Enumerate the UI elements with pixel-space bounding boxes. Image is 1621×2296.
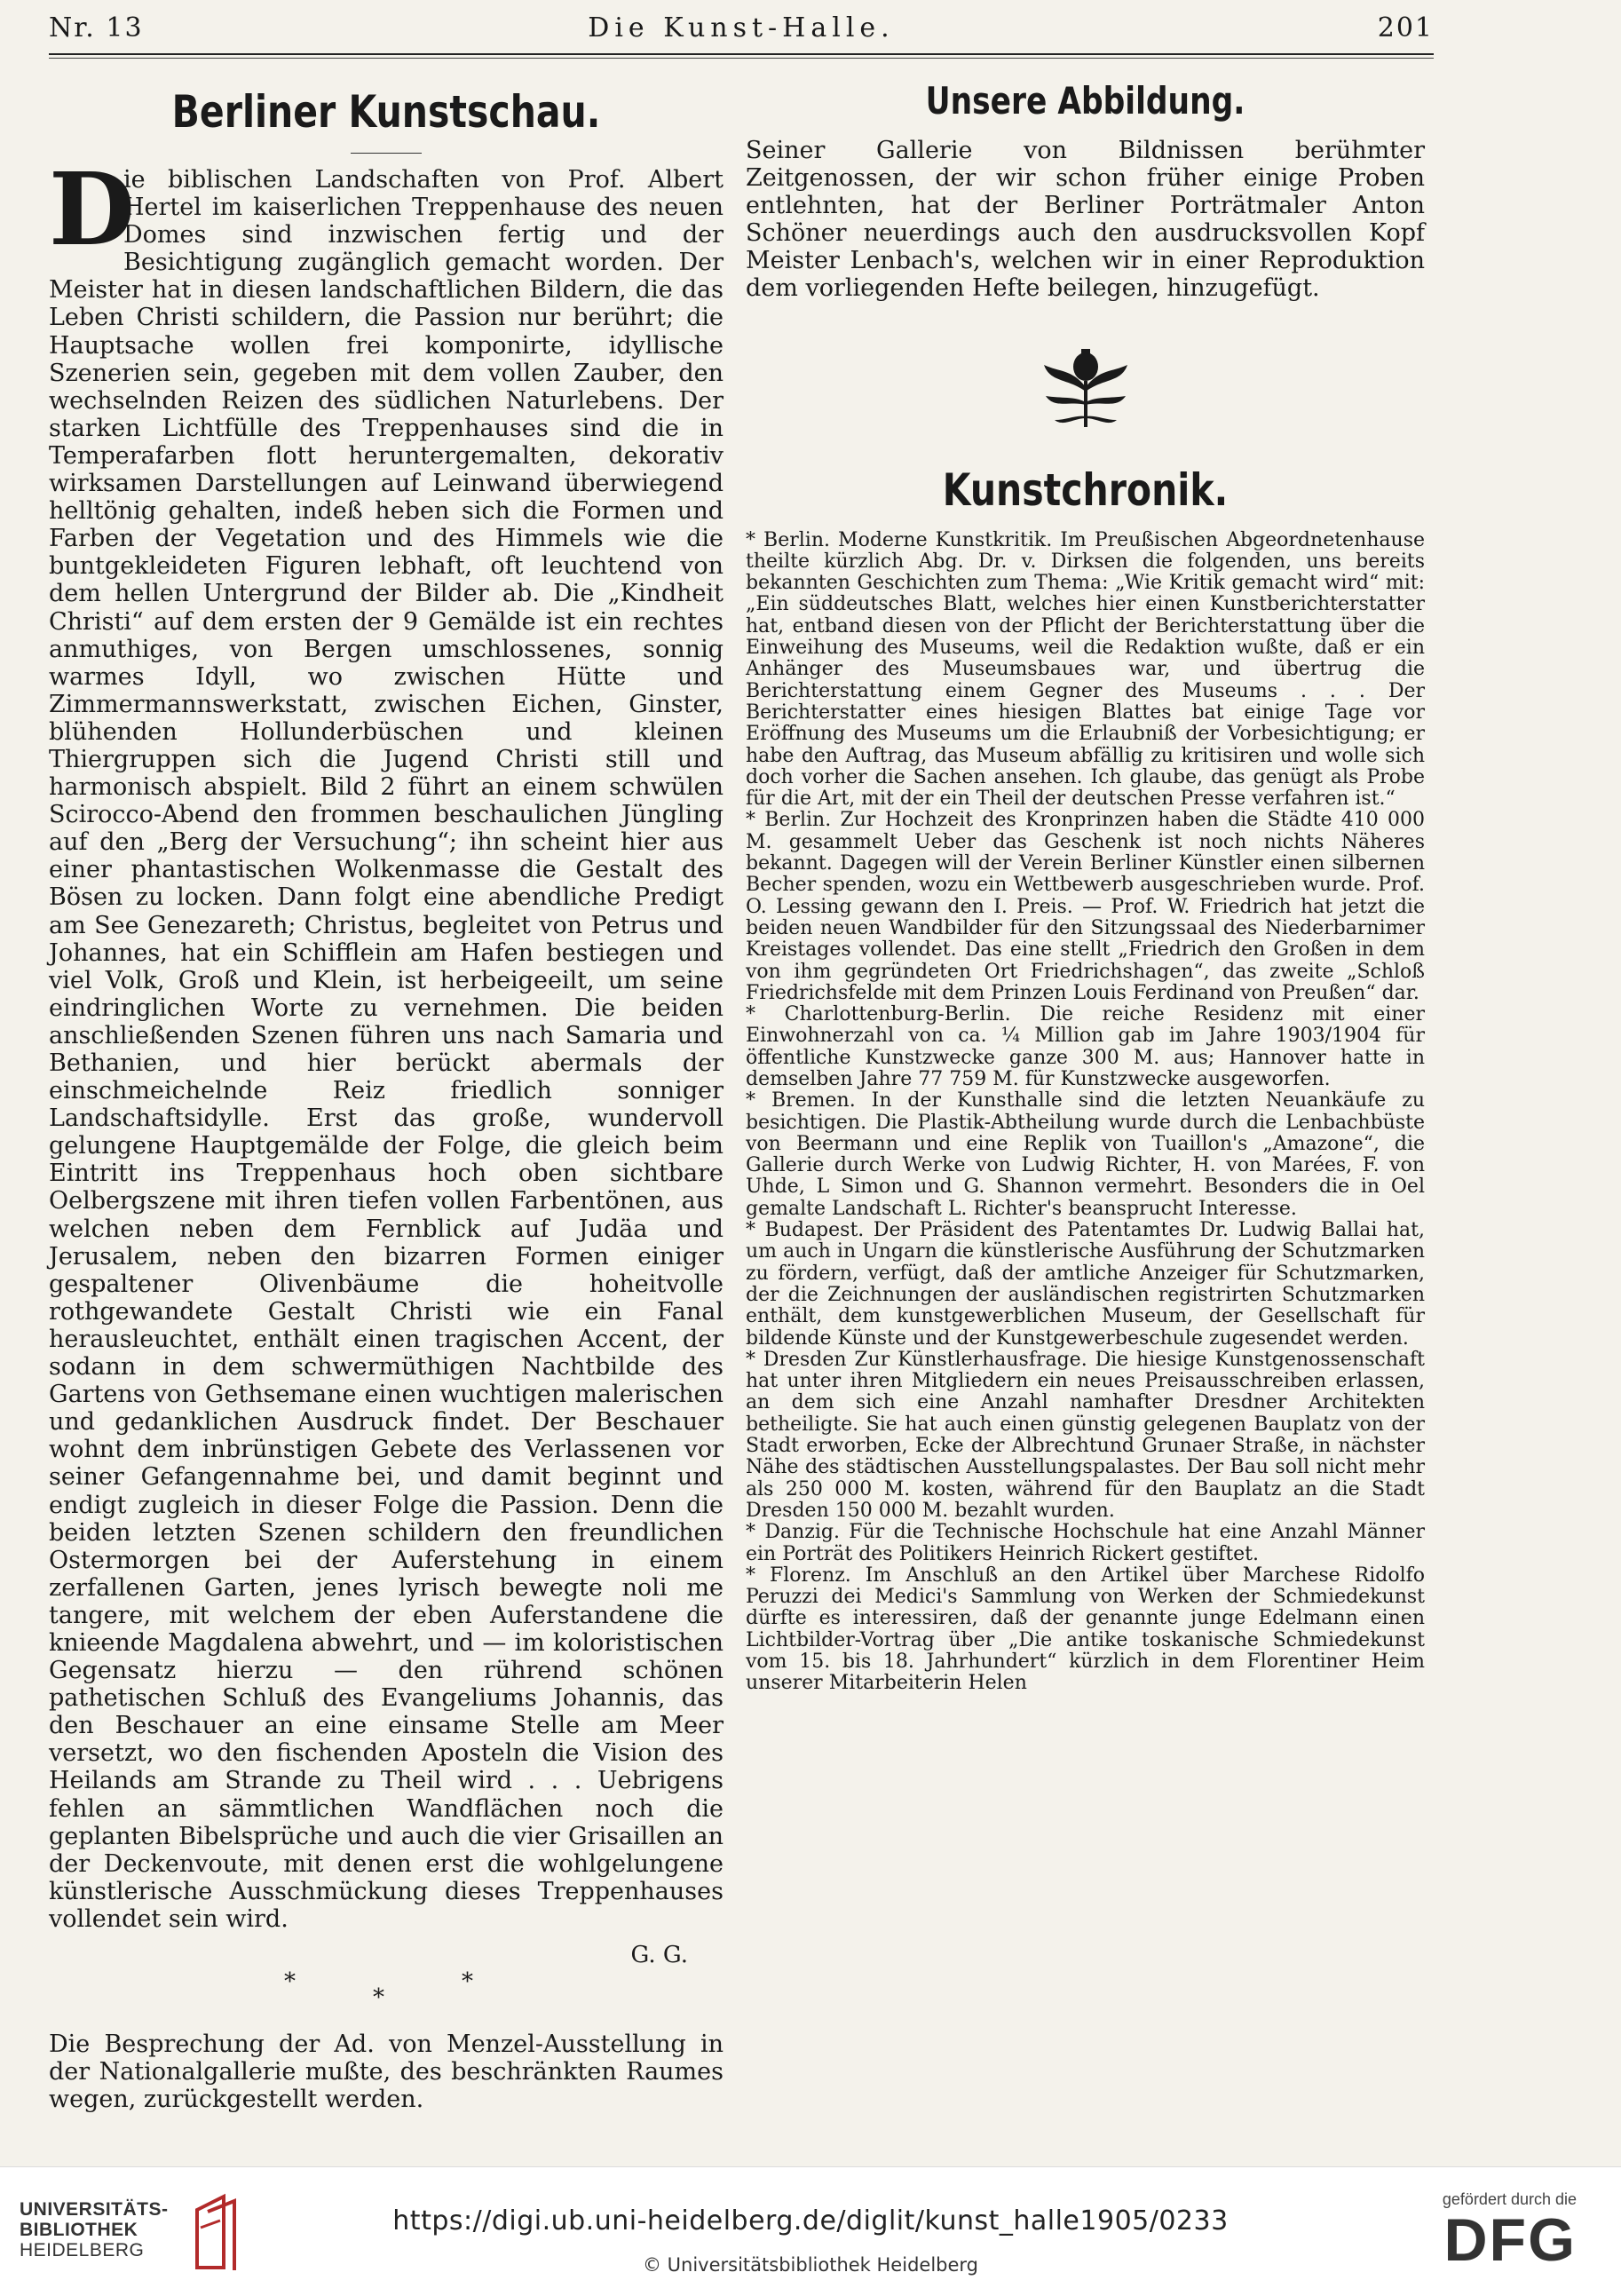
right-column	[746, 69, 1425, 1695]
article-body	[49, 152, 724, 1933]
asterisk: *	[462, 1968, 473, 1995]
chronicle-entry: * Berlin. Moderne Kunstkritik. Im Preußischen Abgeordnetenhause theilte kürzlich Abg. Dr. v. Dirksen die folgenden, uns bereits bekannten Geschichten zum Thema: „Wie Kritik gemacht wird“ mit: „Ein süddeutsches Blatt, welches hier einen Kunstberichterstatter hat, entband diesen von der Pflicht der Berichterstattung über die Einweihung des Museums, weil die Redaktion wußte, daß er ein Anhänger des Museumsbaues war, und übertrug die Berichterstattung einem Gegner des Museums . . . Der Berichterstatter eines hiesigen Blattes bat einige Tage vor Eröffnung des Museums um die Erlaubniß der Vorbesichtigung; er habe den Auftrag, das Museum abfällig zu kritisiren und wolle sich doch vorher die Sachen ansehen. Ich glaube, das genügt als Probe für die Art, mit der ein Theil der deutschen Presse verfahren ist.“	[746, 528, 1425, 811]
section-divider	[49, 1968, 724, 2022]
chronicle-body	[746, 530, 1425, 1695]
left-column	[49, 69, 724, 2113]
article-title: Berliner Kunstschau.	[171, 86, 601, 138]
chronicle-entry: * Bremen. In der Kunsthalle sind die letzten Neuankäufe zu besichtigen. Die Plastik-Abtheilung wurde durch die Lenbachbüste von Beermann und eine Replik von Tuaillon's „Amazone“, die Gallerie durch Werke von Ludwig Richter, H. von Marées, F. von Uhde, L Simon und G. Shannon vermehrt. Besonders die in Oel gemalte Landschaft L. Richter's beansprucht Interesse.	[746, 1089, 1425, 1220]
header-rule-thin	[49, 58, 1434, 59]
journal-title: Die Kunst-Halle.	[588, 12, 895, 44]
dfg-wordmark: DFG	[1443, 2206, 1577, 2274]
header-rule	[49, 53, 1434, 55]
article-text: ie biblischen Landschaften von Prof. Albert Hertel im kaiserlichen Treppenhause des neuen Domes sind inzwischen fertig und der Besichtigung zugänglich gemacht worden. Der Meister hat in diesen landschaftlichen Bildern, die das Leben Christi schildern, die Passion nur berührt; die Hauptsache wollen frei komponirte, idyllische Szenerien sein, gegeben mit dem vollen Zauber, den wechselnden Reizen des südlichen Naturlebens. Der starken Lichtfülle des Treppenhauses sind die in Temperafarben flott heruntergemalten, dekorativ wirksamen Darstellungen auf Leinwand überwiegend helltönig gehalten, indeß heben sich die Formen und Farben der Vegetation und des Himmels wie die buntgekleideten Figuren lebhaft, oft leuchtend von dem hellen Untergrund der Bilder ab. Die „Kindheit Christi“ auf dem ersten der 9 Gemälde ist ein rechtes anmuthiges, von Bergen umschlossenes, sonnig warmes Idyll, wo zwischen Hütte und Zimmermannswerkstatt, zwischen Eichen, Ginster, blühenden Hollunderbüschen und kleinen Thiergruppen sich die Jugend Christi still und harmonisch abspielt. Bild 2 führt an einem schwülen Scirocco-Abend den frommen beschaulichen Jüngling auf den „Berg der Versuchung“; ihn scheint hier aus einer phantastischen Wolkenmasse die Gestalt des Bösen zu locken. Dann folgt eine abendliche Predigt am See Genezareth; Christus, begleitet von Petrus und Johannes, hat ein Schifflein am Hafen bestiegen und viel Volk, Groß und Klein, ist herbeigeeilt, um seine eindringlichen Worte zu vernehmen. Die beiden anschließenden Szenen führen uns nach Samaria und Bethanien, und hier berückt abermals der einschmeichelnde Reiz friedlich sonniger Landschaftsidylle. Erst das große, wundervoll gelungene Hauptgemälde der Folge, die gleich beim Eintritt ins Treppenhaus hoch oben sichtbare Oelbergszene mit ihren tiefen vollen Farbentönen, aus welchen neben dem Fernblick auf Judäa und Jerusalem, neben den bizarren Formen einiger gespaltener Olivenbäume die hoheitvolle rothgewandete Gestalt Christi wie ein Fanal herausleuchtet, enthält einen tragischen Accent, der sodann in dem schwermüthigen Nachtbilde des Gartens von Gethsemane einen wuchtigen malerischen und gedanklichen Ausdruck findet. Der Beschauer wohnt dem inbrünstigen Gebete des Verlassenen vor seiner Gefangennahme bei, und damit beginnt und endigt zugleich in dieser Folge die Passion. Denn die beiden letzten Szenen schildern den freundlichen Ostermorgen bei der Auferstehung in einem zerfallenen Garten, jenes lyrisch bewegte noli me tangere, mit welchem der eben Auferstandene die knieende Magdalena abwehrt, und — im koloristischen Gegensatz hierzu — den rührend schönen pathetischen Schluß des Evangeliums Johannis, das den Beschauer an eine einsame Stelle am Meer versetzt, wo den fischenden Aposteln die Vision des Heilands am Strande zu Theil wird . . . Uebrigens fehlen an sämmtlichen Wandflächen noch die geplanten Bibelsprüche und auch die vier Grisaillen an der Deckenvoute, mit denen erst die wohlgelungene künstlerische Ausschmückung dieses Treppenhauses vollendet sein wird.	[49, 166, 724, 1933]
editorial-note: Die Besprechung der Ad. von Menzel-Ausstellung in der Nationalgallerie mußte, des beschränkten Raumes wegen, zurückgestellt werden.	[49, 2031, 724, 2114]
chronicle-entry: * Danzig. Für die Technische Hochschule hat eine Anzahl Männer ein Porträt des Politikers Heinrich Rickert gestiftet.	[746, 1521, 1425, 1565]
drop-cap: D	[49, 152, 136, 268]
digitization-footer	[0, 2166, 1621, 2296]
author-signature: G. G.	[630, 1942, 688, 1968]
illustration-text: Seiner Gallerie von Bildnissen berühmter Zeitgenossen, der wir schon früher einige Proben entlehnten, hat der Berliner Porträtmaler Anton Schöner neuerdings auch den ausdrucksvollen Kopf Meister Lenbach's, welchen wir in einer Reproduktion dem vorliegenden Hefte beilegen, hinzugefügt.	[746, 137, 1425, 303]
dfg-caption: gefördert durch die	[1442, 2190, 1577, 2208]
copyright-notice: © Universitätsbibliothek Heidelberg	[642, 2254, 978, 2276]
chronicle-title: Kunstchronik.	[942, 463, 1229, 516]
issue-number: Nr. 13	[49, 12, 144, 44]
dfg-logo[interactable]	[1417, 2190, 1577, 2274]
library-name-line: HEIDELBERG	[20, 2240, 145, 2260]
page-number: 201	[1377, 12, 1434, 44]
chronicle-entry: * Charlottenburg-Berlin. Die reiche Residenz mit einer Einwohnerzahl von ca. ¼ Million gab im Jahre 1903/1904 für öffentliche Kunstzwecke ganze 300 M. aus; Hannover hatte in demselben Jahre 77 759 M. für Kunstzwecke ausgeworfen.	[746, 1003, 1425, 1090]
title-rule	[351, 153, 422, 154]
asterisk: *	[284, 1968, 296, 1995]
illustration-title: Unsere Abbildung.	[925, 79, 1245, 123]
document-url-link[interactable]: https://digi.ub.uni-heidelberg.de/diglit/kunst_halle1905/0233	[392, 2205, 1229, 2237]
library-name-line: UNIVERSITÄTS-	[20, 2199, 169, 2220]
chronicle-entry: * Berlin. Zur Hochzeit des Kronprinzen haben die Städte 410 000 M. gesammelt Ueber das Geschenk ist noch nichts Näheres bekannt. Dagegen will der Verein Berliner Künstler einen silbernen Becher spenden, wozu ein Wettbewerb ausgeschrieben wurde. Prof. O. Lessing gewann den I. Preis. — Prof. W. Friedrich hat jetzt die beiden neuen Wandbilder für den Sitzungssaal des Niederbarnimer Kreistages vollendet. Das eine stellt „Friedrich den Großen in dem von ihm gegründeten Ort Friedrichshagen“, das zweite „Schloß Friedrichsfelde mit dem Prinzen Louis Ferdinand von Preußen“ dar.	[746, 809, 1425, 1004]
chronicle-entry: * Dresden Zur Künstlerhausfrage. Die hiesige Kunstgenossenschaft hat unter ihren Mitgliedern ein neues Preisausschreiben erlassen, an dem sich eine Anzahl namhafter Dresdner Architekten betheiligte. Sie hat auch einen günstig gelegenen Bauplatz von der Stadt erworben, Ecke der Albrechtund Grunaer Straße, in nächster Nähe des städtischen Ausstellungspalastes. Der Bau soll nicht mehr als 250 000 M. kosten, während für den Bauplatz an die Stadt Dresden 150 000 M. bezahlt wurden.	[746, 1348, 1425, 1522]
asterisk: *	[373, 1984, 384, 2011]
chronicle-entry: * Florenz. Im Anschluß an den Artikel über Marchese Ridolfo Peruzzi dei Medici's Sammlung von Werken der Schmiedekunst dürfte es interessiren, daß der genannte junge Edelmann einen Lichtbilder-Vortrag über „Die antike toskanische Schmiedekunst vom 15. bis 18. Jahrhundert“ kürzlich in dem Florentiner Heim unserer Mitarbeiterin Helen	[746, 1564, 1425, 1695]
library-name-line: BIBLIOTHEK	[20, 2220, 138, 2240]
running-head	[49, 9, 1434, 53]
thistle-ornament-icon	[1037, 338, 1135, 436]
chronicle-entry: * Budapest. Der Präsident des Patentamtes Dr. Ludwig Ballai hat, um auch in Ungarn die künstlerische Ausführung der Schutzmarken zu fördern, verfügt, daß der amtliche Anzeiger für Schutzmarken, der die Zeichnungen der ausländischen registrirten Schutzmarken enthält, dem kunstgewerblichen Museum, der Gesellschaft für bildende Künste und der Kunstgewerbeschule zugesendet werden.	[746, 1219, 1425, 1350]
